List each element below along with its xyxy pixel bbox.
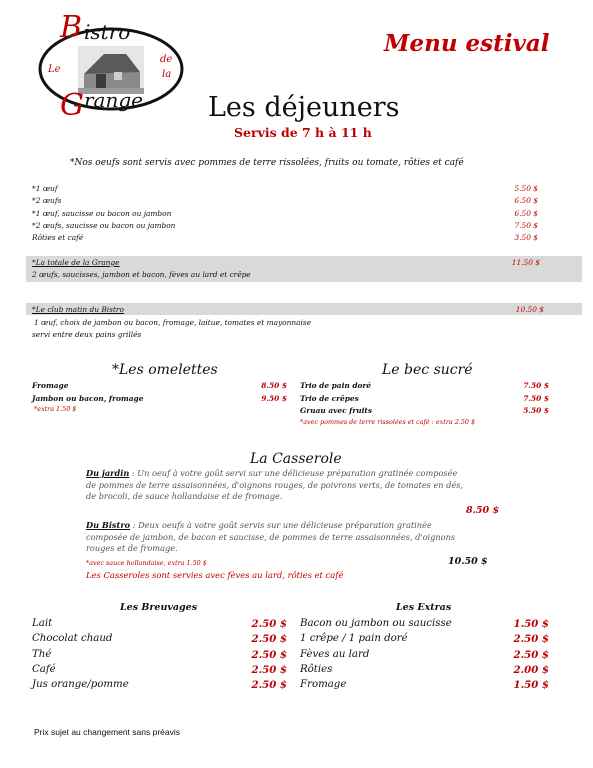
extra-item-name: Rôties xyxy=(300,663,333,675)
breuvage-item-price: 2.50 $ xyxy=(251,633,287,646)
jardin-block xyxy=(86,468,463,503)
totale-name: *La totale de la Grange xyxy=(32,258,120,267)
breuvage-item-price: 2.50 $ xyxy=(251,679,287,692)
intro-note: *Nos oeufs sont servis avec pommes de terre rissolées, fruits ou tomate, rôties et café xyxy=(70,158,464,168)
jardin-label: Du jardin xyxy=(86,468,130,478)
sucre-item-name: Gruau avec fruits xyxy=(300,406,373,415)
logo-de: de xyxy=(160,54,173,65)
egg-item-name: Rôties et café xyxy=(32,233,84,243)
bistro-label: Du Bistro xyxy=(86,520,131,530)
logo-istro: istro xyxy=(84,20,131,44)
omelette-item-name: Jambon ou bacon, fromage xyxy=(32,393,144,403)
breuvage-item-name: Thé xyxy=(32,648,52,660)
menu-title: Menu estival xyxy=(384,30,550,57)
egg-item-name: *1 œuf, saucisse ou bacon ou jambon xyxy=(32,208,172,218)
logo-b: B xyxy=(60,10,83,45)
casserole-footer: Les Casseroles sont servies avec fèves au lard, rôties et café xyxy=(86,570,344,580)
jardin-price: 8.50 $ xyxy=(466,505,500,516)
breuvage-item-name: Café xyxy=(32,663,56,675)
breuvage-item-price: 2.50 $ xyxy=(251,648,287,661)
extra-item-name: Fromage xyxy=(300,679,347,691)
logo-range: range xyxy=(84,88,144,112)
sucre-item-name: Trio de pain doré xyxy=(300,381,372,390)
bistro-line-3: rouges et de fromage. xyxy=(86,543,178,553)
omelettes-note: *extra 1.50 $ xyxy=(34,405,77,413)
sucre-item-price: 7.50 $ xyxy=(523,393,549,403)
egg-item-price: 6.50 $ xyxy=(514,196,538,206)
breuvage-item-price: 2.50 $ xyxy=(251,618,287,630)
breuvage-item-price: 2.50 $ xyxy=(251,663,287,676)
egg-item-name: *2 œufs, saucisse ou bacon ou jambon xyxy=(32,220,176,230)
egg-item-name: *2 œufs xyxy=(32,196,62,206)
sucre-note: *avec pommes de terre rissolées et café : extra 2.50 $ xyxy=(300,418,476,426)
extra-item-name: Fèves au lard xyxy=(300,648,370,660)
breuvage-item-name: Lait xyxy=(32,618,53,629)
extra-item-name: 1 crêpe / 1 pain doré xyxy=(300,633,408,645)
bistro-line-2: composée de jambon, de bacon et saucisse, de pommes de terre assaisonnées, d'oignons xyxy=(86,531,456,542)
extra-item-price: 1.50 $ xyxy=(513,618,549,630)
logo-g: G xyxy=(60,88,84,123)
jardin-line-3: de brocoli, de sauce hollandaise et de fromage. xyxy=(86,491,283,501)
club-desc-1: 1 œuf, choix de jambon ou bacon, fromage, laitue, tomates et mayonnaise xyxy=(34,318,312,327)
extra-item-price: 2.00 $ xyxy=(513,663,549,676)
extra-item-price: 2.50 $ xyxy=(513,633,549,646)
egg-item-price: 5.50 $ xyxy=(514,184,538,193)
casserole-title: La Casserole xyxy=(250,451,342,467)
bistro-price: 10.50 $ xyxy=(448,556,488,567)
sauce-note: *avec sauce hollandaise, extra 1.50 $ xyxy=(86,559,207,567)
sucre-title: Le bec sucré xyxy=(382,362,473,378)
egg-item-price: 7.50 $ xyxy=(514,220,538,230)
extra-item-name: Bacon ou jambon ou saucisse xyxy=(300,618,452,629)
club-desc-2: servi entre deux pains grillés xyxy=(32,330,142,339)
breuvage-item-name: Chocolat chaud xyxy=(32,633,113,645)
extras-title: Les Extras xyxy=(396,602,452,613)
disclaimer: Prix sujet au changement sans préavis xyxy=(34,727,180,737)
subtitle: Servis de 7 h à 11 h xyxy=(234,125,372,140)
extra-item-price: 2.50 $ xyxy=(513,648,549,661)
barn-icon xyxy=(78,46,144,94)
omelette-item-name: Fromage xyxy=(32,381,69,390)
bistro-block xyxy=(86,520,455,555)
omelette-item-price: 8.50 $ xyxy=(261,381,287,390)
breuvage-item-name: Jus orange/pomme xyxy=(32,679,129,691)
jardin-line-2: de pommes de terre assaisonnées, d'oignons rouges, de poivrons verts, de tomates en dés, xyxy=(86,479,464,490)
club-price: 10.50 $ xyxy=(515,305,544,314)
egg-item-name: *1 œuf xyxy=(32,184,58,193)
sucre-item-name: Trio de crêpes xyxy=(300,393,359,403)
sucre-item-price: 7.50 $ xyxy=(523,381,549,390)
logo-la: la xyxy=(162,69,172,80)
omelette-item-price: 9.50 $ xyxy=(261,393,287,403)
club-name: *Le club matin du Bistro xyxy=(32,305,124,314)
egg-item-price: 3.50 $ xyxy=(514,233,538,243)
extra-item-price: 1.50 $ xyxy=(513,679,549,692)
sucre-item-price: 5.50 $ xyxy=(523,406,549,415)
bistro-line-1: : Deux oeufs à votre goût servis sur une délicieuse préparation gratinée xyxy=(130,520,432,530)
egg-item-price: 6.50 $ xyxy=(514,208,538,218)
totale-desc: 2 œufs, saucisses, jambon et bacon, fèves au lard et crêpe xyxy=(32,270,251,279)
breuvages-title: Les Breuvages xyxy=(120,602,198,613)
main-title: Les déjeuners xyxy=(208,92,400,123)
jardin-line-1: : Un oeuf à votre goût servi sur une délicieuse préparation gratinée composée xyxy=(129,468,458,478)
logo-le: Le xyxy=(48,64,61,75)
totale-price: 11.50 $ xyxy=(511,258,540,267)
omelettes-title: *Les omelettes xyxy=(112,362,218,378)
